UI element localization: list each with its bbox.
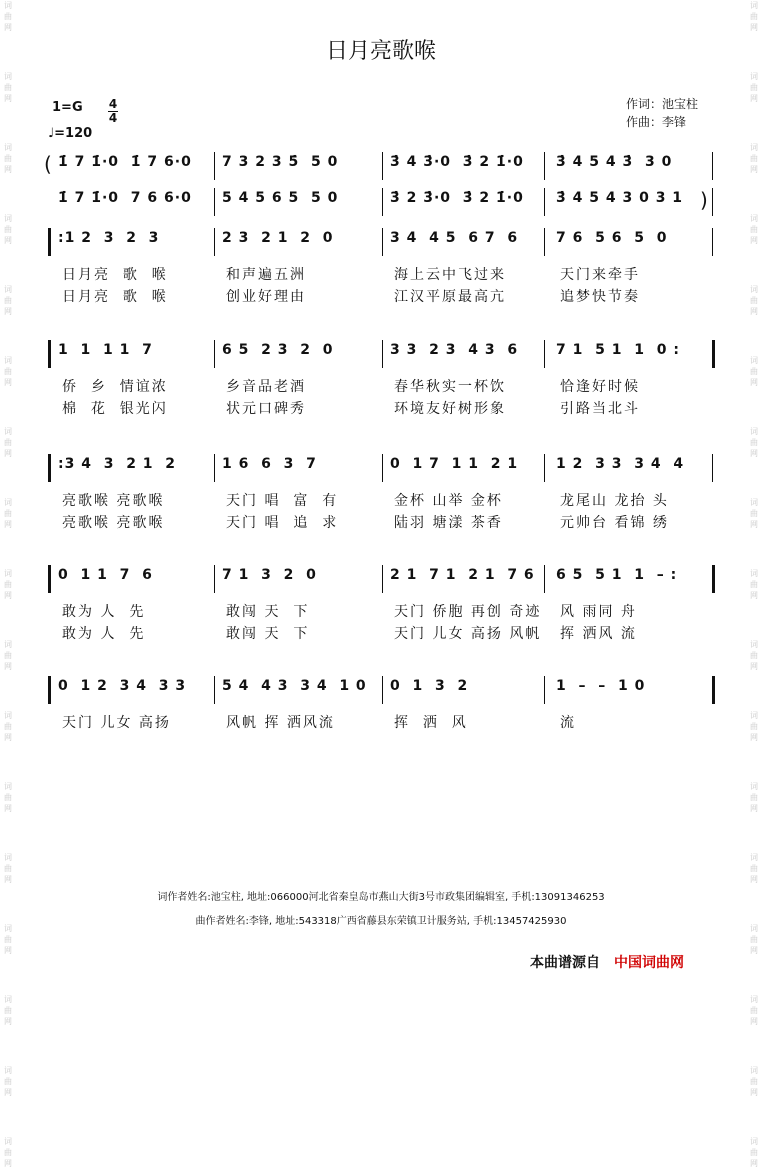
source-label: 本曲谱源自	[530, 955, 600, 971]
lyric-line: 状元口碑秀	[226, 401, 306, 417]
measure: 3̇ 4 5 4 3 0 3 1	[556, 190, 684, 206]
measure: 3̇ 2 3̇·0 3̇ 2 1̇·0	[390, 190, 524, 206]
watermark-left: 词 曲 网 词 曲 网 词 曲 网 词 曲 网 词 曲 网 词 曲 网 词 曲 网 词 曲 网 词 曲 网 词 曲 网 词 曲 网 词 曲 网 词 曲 网 词 曲 网 词 曲 网 词 曲 网 词 曲 网	[4, 1, 12, 1168]
lyric-line: 恰逢好时候	[560, 379, 640, 395]
bar-line	[544, 454, 545, 482]
bar-line	[214, 340, 215, 368]
composer-credit: 作曲：李锋	[626, 115, 687, 129]
credits	[626, 95, 698, 131]
measure: :1 2 3 2 3	[58, 230, 160, 246]
bar-line	[712, 152, 713, 180]
bar-line	[544, 340, 545, 368]
lyric-line: 天门 唱 追 求	[226, 515, 339, 531]
bar-line	[382, 340, 383, 368]
bar-line	[544, 228, 545, 256]
bar-line	[382, 188, 383, 216]
lyric-line: 金杯 山举 金杯	[394, 493, 503, 509]
lyric-line: 海上云中飞过来	[394, 267, 506, 283]
lyric-line: 陆羽 塘漾 茶香	[394, 515, 503, 531]
score-row	[0, 563, 762, 593]
lyric-line: 龙尾山 龙抬 头	[560, 493, 669, 509]
measure: 3 3 2 3 4 3 6	[390, 342, 519, 358]
measure: 0 1 3 2	[390, 678, 469, 694]
measure: 1̇ 7 1̇·0 1̇ 7 6·0	[58, 154, 192, 170]
score-row	[0, 338, 762, 368]
bar-line	[214, 676, 215, 704]
repeat-bar	[48, 676, 51, 704]
bar-line	[214, 228, 215, 256]
key-signature: 1=G	[52, 100, 83, 115]
bar-line	[544, 565, 545, 593]
composer-contact: 曲作者姓名:李锋, 地址:543318广西省藤县东荣镇卫计服务站, 手机:13457425930	[195, 916, 567, 927]
lyric-line: 天门 侨胞 再创 奇迹	[394, 604, 542, 620]
lyric-line: 敢为 人 先	[62, 626, 146, 642]
source-attribution	[530, 952, 684, 972]
measure: 7 1 5 1 1 0 :	[556, 342, 680, 358]
lyric-line: 敢闯 天 下	[226, 626, 310, 642]
lyric-line: 环境友好树形象	[394, 401, 506, 417]
measure: 7 3 2 3 5̇ 5 0	[222, 154, 339, 170]
lyricist-credit: 作词：池宝柱	[626, 97, 699, 111]
measure: 6 5 5 1 1 – :	[556, 567, 678, 583]
measure: 0 1 2 3 4 3 3	[58, 678, 187, 694]
bar-line	[544, 676, 545, 704]
lyric-line: 侨 乡 情谊浓	[62, 379, 168, 395]
lyric-line: 乡音品老酒	[226, 379, 306, 395]
lyric-line: 天门 唱 富 有	[226, 493, 339, 509]
measure: 2 1 7 1 2 1 7 6	[390, 567, 535, 583]
time-signature-bottom: 4	[108, 111, 118, 125]
open-paren: (	[44, 152, 52, 176]
time-signature	[108, 98, 118, 125]
tempo-marking: ♩=120	[48, 126, 93, 141]
measure: 6 5 2 3 2 0	[222, 342, 334, 358]
bar-line	[214, 565, 215, 593]
score-row	[0, 452, 762, 482]
bar-line	[382, 454, 383, 482]
measure: 3̇ 4 5 4 3̇ 3 0	[556, 154, 673, 170]
score-row	[0, 186, 762, 216]
lyric-line: 挥 洒风 流	[560, 626, 637, 642]
measure: 7 1 3 2 0	[222, 567, 317, 583]
bar-line	[712, 676, 715, 704]
source-site-link[interactable]: 中国词曲网	[614, 955, 684, 971]
lyric-line: 敢为 人 先	[62, 604, 146, 620]
measure: 1 6 6 3 7	[222, 456, 317, 472]
lyric-line: 挥 洒 风	[394, 715, 468, 731]
bar-line	[712, 188, 713, 216]
lyric-line: 风 雨同 舟	[560, 604, 637, 620]
measure: 1 1 1 1 7	[58, 342, 153, 358]
repeat-bar	[48, 340, 51, 368]
measure: 3 4 4 5 6 7 6	[390, 230, 519, 246]
repeat-bar	[48, 228, 51, 256]
bar-line	[712, 565, 715, 593]
bar-line	[214, 152, 215, 180]
measure: 7 6 5 6 5 0	[556, 230, 668, 246]
measure: 0 1 1 7 6	[58, 567, 153, 583]
bar-line	[382, 565, 383, 593]
lyricist-contact: 词作者姓名:池宝柱, 地址:066000河北省秦皇岛市燕山大街3号市政集团编辑室, 手机:13091346253	[157, 892, 605, 903]
measure: 5 4 5 6 5 5 0	[222, 190, 339, 206]
lyric-line: 引路当北斗	[560, 401, 640, 417]
lyric-line: 和声遍五洲	[226, 267, 306, 283]
score-row	[0, 226, 762, 256]
lyric-line: 春华秋实一杯饮	[394, 379, 506, 395]
lyric-line: 棉 花 银光闪	[62, 401, 168, 417]
score-row	[0, 674, 762, 704]
lyric-line: 日月亮 歌 喉	[62, 267, 168, 283]
bar-line	[544, 188, 545, 216]
lyric-line: 亮歌喉 亮歌喉	[62, 493, 165, 509]
bar-line	[214, 188, 215, 216]
measure: 3̇ 4 3̇·0 3̇ 2 1̇·0	[390, 154, 524, 170]
lyric-line: 敢闯 天 下	[226, 604, 310, 620]
bar-line	[214, 454, 215, 482]
measure: 1̇ 7 1̇·0 7 6 6·0	[58, 190, 192, 206]
watermark-right: 词 曲 网 词 曲 网 词 曲 网 词 曲 网 词 曲 网 词 曲 网 词 曲 网 词 曲 网 词 曲 网 词 曲 网 词 曲 网 词 曲 网 词 曲 网 词 曲 网 词 曲 网 词 曲 网 词 曲 网	[750, 1, 758, 1168]
lyric-line: 追梦快节奏	[560, 289, 640, 305]
bar-line	[712, 228, 713, 256]
close-paren: )	[700, 188, 708, 212]
lyric-line: 风帆 挥 洒风流	[226, 715, 335, 731]
lyric-line: 元帅台 看锦 绣	[560, 515, 669, 531]
lyric-line: 天门来牵手	[560, 267, 640, 283]
measure: 2 3 2 1 2 0	[222, 230, 334, 246]
measure: 5 4 4 3 3 4 1 0	[222, 678, 367, 694]
measure: 1 2 3 3 3 4 4	[556, 456, 685, 472]
measure: :3 4 3 2 1 2	[58, 456, 177, 472]
lyric-line: 日月亮 歌 喉	[62, 289, 168, 305]
lyric-line: 创业好理由	[226, 289, 306, 305]
lyric-line: 天门 儿女 高扬 风帆	[394, 626, 542, 642]
bar-line	[382, 152, 383, 180]
repeat-bar	[48, 565, 51, 593]
repeat-bar	[48, 454, 51, 482]
lyric-line: 亮歌喉 亮歌喉	[62, 515, 165, 531]
bar-line	[712, 454, 713, 482]
score-row	[0, 150, 762, 180]
lyric-line: 流	[560, 715, 576, 731]
measure: 0 1 7 1 1 2 1	[390, 456, 519, 472]
bar-line	[382, 676, 383, 704]
lyric-line: 天门 儿女 高扬	[62, 715, 171, 731]
time-signature-top: 4	[108, 97, 118, 111]
bar-line	[382, 228, 383, 256]
bar-line	[712, 340, 715, 368]
bar-line	[544, 152, 545, 180]
measure: 1 – – 1 0	[556, 678, 646, 694]
lyric-line: 江汉平原最高亢	[394, 289, 506, 305]
song-title: 日月亮歌喉	[325, 39, 436, 64]
